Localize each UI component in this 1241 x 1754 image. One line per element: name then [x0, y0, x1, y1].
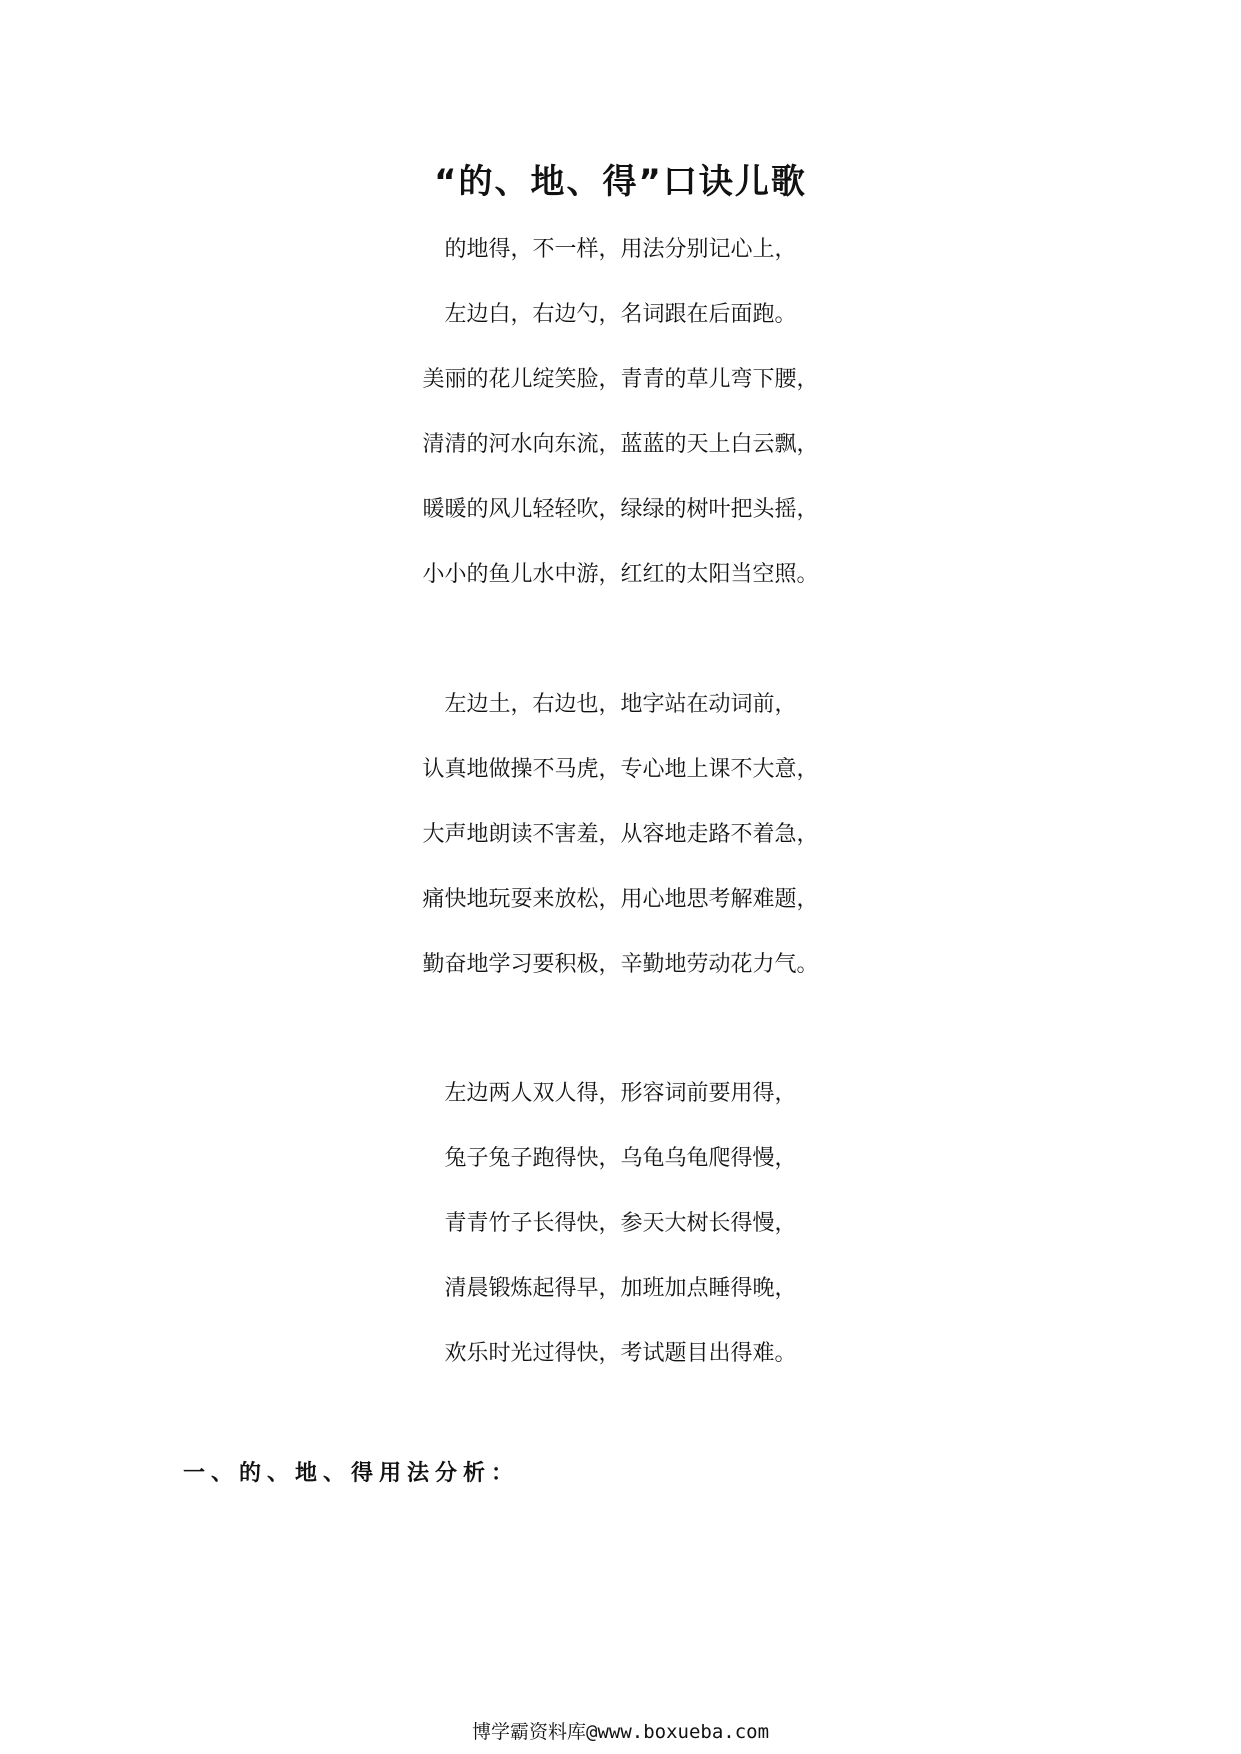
poem-line: 美丽的花儿绽笑脸，青青的草儿弯下腰， — [422, 367, 819, 392]
page-footer — [0, 1720, 1241, 1744]
poem-line: 欢乐时光过得快，考试题目出得难。 — [444, 1341, 797, 1366]
poem-line: 小小的鱼儿水中游，红红的太阳当空照。 — [422, 562, 819, 587]
poem-line: 的地得，不一样，用法分别记心上， — [444, 237, 797, 262]
poem-line: 暖暖的风儿轻轻吹，绿绿的树叶把头摇， — [422, 497, 819, 522]
poem-line: 清晨锻炼起得早，加班加点睡得晚， — [444, 1276, 797, 1301]
poem-line: 痛快地玩耍来放松，用心地思考解难题， — [422, 887, 819, 912]
footer-site-name: 博学霸资料库 — [471, 1721, 586, 1743]
poem-line: 清清的河水向东流，蓝蓝的天上白云飘， — [422, 432, 819, 457]
poem-line: 左边两人双人得，形容词前要用得， — [444, 1081, 797, 1106]
poem-line: 左边土，右边也，地字站在动词前， — [444, 692, 797, 717]
page-title: “的、地、得”口诀儿歌 — [434, 162, 807, 202]
section-heading: 一、的、地、得用法分析： — [183, 1461, 520, 1486]
poem-line: 大声地朗读不害羞，从容地走路不着急， — [422, 822, 819, 847]
poem-line: 兔子兔子跑得快，乌龟乌龟爬得慢， — [444, 1146, 797, 1171]
poem-line: 认真地做操不马虎，专心地上课不大意， — [422, 757, 819, 782]
poem-line: 左边白，右边勺，名词跟在后面跑。 — [444, 302, 797, 327]
poem-line: 勤奋地学习要积极，辛勤地劳动花力气。 — [422, 952, 819, 977]
footer-url-link[interactable]: www.boxueba.com — [597, 1721, 770, 1743]
footer-at-sign: @ — [585, 1721, 598, 1743]
poem-line: 青青竹子长得快，参天大树长得慢， — [444, 1211, 797, 1236]
